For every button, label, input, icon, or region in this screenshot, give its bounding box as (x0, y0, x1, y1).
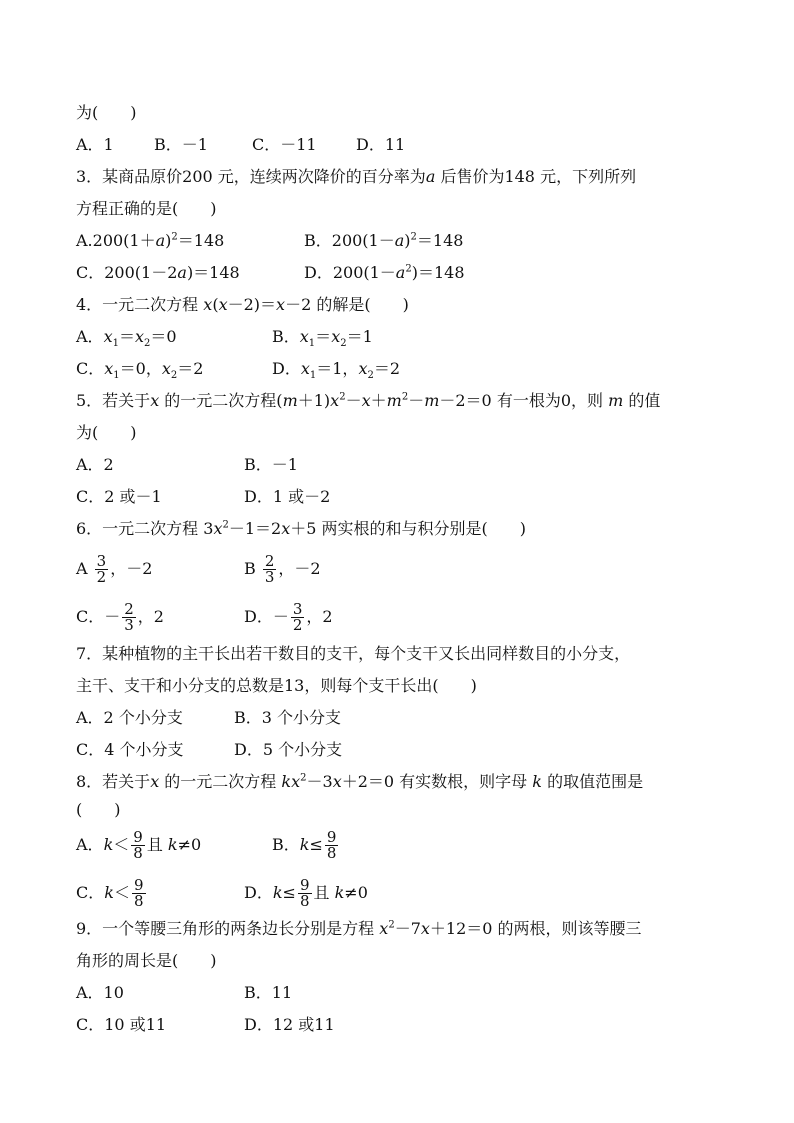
q4-stem: 4．一元二次方程 x(x－2)＝x－2 的解是( ) (76, 295, 409, 314)
q9-option-d: D．12 或11 (244, 1015, 335, 1034)
q3-option-a: $A.200(1+a)^2=148$ (76, 231, 225, 250)
q9-option-b: B．11 (244, 983, 293, 1002)
q5-option-b: B．－1 (244, 455, 298, 474)
q3-stem-line-1: 3．某商品原价200 元，连续两次降价的百分率为a 后售价为148 元，下列所列 (76, 167, 637, 186)
q2-option-a: A．1 (76, 135, 114, 154)
q9-stem-line-1: 9．一个等腰三角形的两条边长分别是方程 $x^2-7x+12=0$ 的两根，则该等腰三 (76, 919, 642, 938)
q9-option-c: C．10 或11 (76, 1015, 167, 1034)
q2-stem-tail: 为( ) (76, 103, 137, 122)
q6-stem: 6．一元二次方程 $3x^2-1=2x+5$ 两实根的和与积分别是( ) (76, 519, 527, 538)
q5-stem-line-1: 5．若关于x 的一元二次方程$(m+1)x^2-x+m^2-m-2=0$ 有一根为0，则 m 的值 (76, 391, 661, 410)
q5-option-c: C．2 或－1 (76, 487, 162, 506)
q5-stem-line-2: 为( ) (76, 423, 137, 442)
q7-stem-line-2: 主干、支干和小分支的总数是13，则每个支干长出( ) (76, 676, 477, 695)
q3-stem-line-2: 方程正确的是( ) (76, 199, 217, 218)
q3-option-c: C．200(1－2a)＝148 (76, 263, 240, 282)
q2-option-d: D．11 (356, 135, 406, 154)
q2-option-b: B．－1 (154, 135, 208, 154)
q7-stem-line-1: 7．某种植物的主干长出若干数目的支干，每个支干又长出同样数目的小分支， (76, 644, 631, 663)
q4-option-a: A．$x_1=x_2=0$ (76, 327, 177, 350)
q6-option-a: A $\frac{3}{2}$ ，－2 (76, 552, 153, 586)
q4-option-b: B．$x_1=x_2=1$ (272, 327, 373, 350)
q4-option-c: C．$x_1=0$，$x_2=2$ (76, 359, 204, 382)
q3-option-d: D．$200(1-a^2)=148$ (304, 263, 465, 282)
q8-option-a: A．k＜ $\frac{9}{8}$ 且 k≠0 (76, 828, 202, 862)
q6-option-d: D．－ $\frac{3}{2}$ ，2 (244, 600, 333, 634)
q8-option-b: B．k≤ $\frac{9}{8}$ (272, 828, 337, 862)
q9-option-a: A．10 (76, 983, 124, 1002)
q6-option-b: B $\frac{2}{3}$ ，－2 (244, 552, 321, 586)
q4-option-d: D．$x_1=1$，$x_2=2$ (272, 359, 401, 382)
q8-stem-line-1: 8．若关于x 的一元二次方程 $kx^2-3x+2=0$ 有实数根，则字母 k 的取值范围是 (76, 772, 644, 791)
q7-option-a: A．2 个小分支 (76, 708, 183, 727)
q7-option-b: B．3 个小分支 (234, 708, 342, 727)
q8-option-d: D．k≤ $\frac{9}{8}$ 且 k≠0 (244, 876, 368, 910)
q5-option-d: D．1 或－2 (244, 487, 331, 506)
q8-stem-line-2: ( ) (76, 800, 121, 819)
q2-option-c: C．－11 (252, 135, 317, 154)
q6-option-c: C．－ $\frac{2}{3}$ ，2 (76, 600, 164, 634)
q3-option-b: B．$200(1-a)^2=148$ (304, 231, 464, 250)
q8-option-c: C．k＜ $\frac{9}{8}$ (76, 876, 144, 910)
q5-option-a: A．2 (76, 455, 114, 474)
q9-stem-line-2: 角形的周长是( ) (76, 951, 217, 970)
q7-option-d: D．5 个小分支 (234, 740, 343, 759)
q7-option-c: C．4 个小分支 (76, 740, 184, 759)
